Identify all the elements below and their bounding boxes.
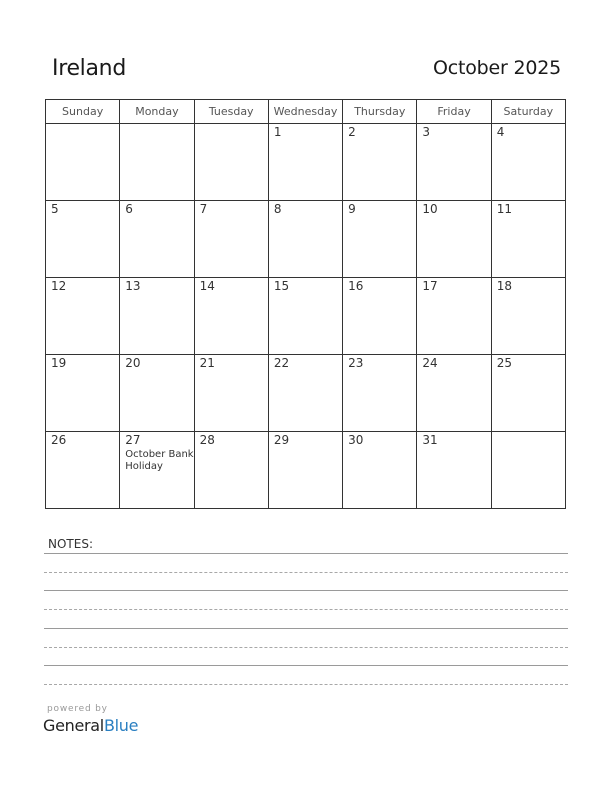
day-cell (268, 278, 342, 355)
day-cell (343, 432, 417, 509)
day-cell (268, 124, 342, 201)
calendar-grid (45, 99, 566, 509)
week-row (46, 124, 566, 201)
day-cell (120, 355, 194, 432)
notes-line (44, 684, 568, 685)
day-number: 30 (348, 433, 364, 447)
weekday-header: Friday (417, 100, 491, 124)
day-number: 27 (125, 433, 141, 447)
day-number: 16 (348, 279, 364, 293)
month-year-title: October 2025 (432, 57, 561, 79)
day-number: 3 (422, 125, 431, 139)
day-number: 18 (496, 279, 512, 293)
day-number: 12 (51, 279, 67, 293)
generalblue-logo[interactable] (43, 716, 138, 735)
day-cell (268, 201, 342, 278)
notes-line (44, 553, 568, 554)
day-number (195, 124, 268, 126)
day-cell (120, 278, 194, 355)
weekday-header: Thursday (343, 100, 417, 124)
notes-line (44, 665, 568, 666)
day-number: 23 (348, 356, 364, 370)
notes-line (44, 590, 568, 591)
day-number: 11 (496, 202, 512, 216)
weekday-header: Saturday (491, 100, 565, 124)
day-number (46, 124, 119, 126)
notes-line (44, 628, 568, 629)
day-number: 8 (273, 202, 282, 216)
day-cell (417, 278, 491, 355)
notes-line (44, 647, 568, 648)
notes-line (44, 609, 568, 610)
notes-line (44, 572, 568, 573)
day-cell (491, 124, 565, 201)
day-number: 1 (273, 125, 282, 139)
day-cell (343, 278, 417, 355)
day-number: 14 (199, 279, 215, 293)
day-number: 21 (199, 356, 215, 370)
day-number: 2 (348, 125, 356, 139)
weekday-header: Wednesday (268, 100, 342, 124)
weekday-header: Sunday (46, 100, 120, 124)
day-cell (120, 124, 194, 201)
day-cell (491, 201, 565, 278)
brand-blue-text: Blue (103, 716, 139, 735)
day-number: 20 (125, 356, 141, 370)
day-cell (491, 278, 565, 355)
holiday-label: October Bank Holiday (125, 449, 194, 472)
notes-label: NOTES: (48, 537, 93, 551)
day-number: 15 (273, 279, 290, 293)
day-cell (194, 201, 268, 278)
day-cell (491, 432, 565, 509)
day-number: 19 (51, 356, 67, 370)
day-cell (46, 201, 120, 278)
day-number: 13 (125, 279, 141, 293)
week-row (46, 201, 566, 278)
day-cell (268, 355, 342, 432)
day-number: 25 (496, 356, 512, 370)
day-number: 29 (273, 433, 290, 447)
day-number: 4 (496, 125, 505, 139)
day-number: 26 (51, 433, 67, 447)
day-cell (194, 432, 268, 509)
day-number: 22 (273, 356, 290, 370)
day-number (120, 124, 193, 126)
day-cell (417, 124, 491, 201)
week-row (46, 355, 566, 432)
day-cell (46, 278, 120, 355)
day-cell (120, 432, 194, 509)
day-cell (46, 124, 120, 201)
day-number: 24 (422, 356, 438, 370)
weekday-header-row (46, 100, 566, 124)
day-cell (343, 124, 417, 201)
weekday-header: Tuesday (194, 100, 268, 124)
day-cell (46, 355, 120, 432)
day-number: 17 (422, 279, 438, 293)
day-number: 7 (199, 202, 208, 216)
day-number: 6 (125, 202, 133, 216)
week-row (46, 432, 566, 509)
powered-by-text: powered by (47, 704, 108, 714)
day-number: 5 (51, 202, 59, 216)
day-number: 9 (348, 202, 356, 216)
day-number: 31 (422, 433, 438, 447)
day-cell (194, 124, 268, 201)
day-cell (491, 355, 565, 432)
day-cell (268, 432, 342, 509)
week-row (46, 278, 566, 355)
day-cell (120, 201, 194, 278)
brand-general-text: General (43, 716, 104, 735)
calendar-body (46, 124, 566, 509)
day-cell (194, 355, 268, 432)
day-cell (417, 201, 491, 278)
day-cell (417, 355, 491, 432)
day-cell (46, 432, 120, 509)
weekday-header: Monday (120, 100, 194, 124)
day-number: 10 (422, 202, 438, 216)
day-cell (343, 355, 417, 432)
day-cell (194, 278, 268, 355)
day-cell (343, 201, 417, 278)
day-number: 28 (199, 433, 215, 447)
day-number (492, 432, 565, 434)
day-cell (417, 432, 491, 509)
country-title: Ireland (52, 56, 126, 81)
